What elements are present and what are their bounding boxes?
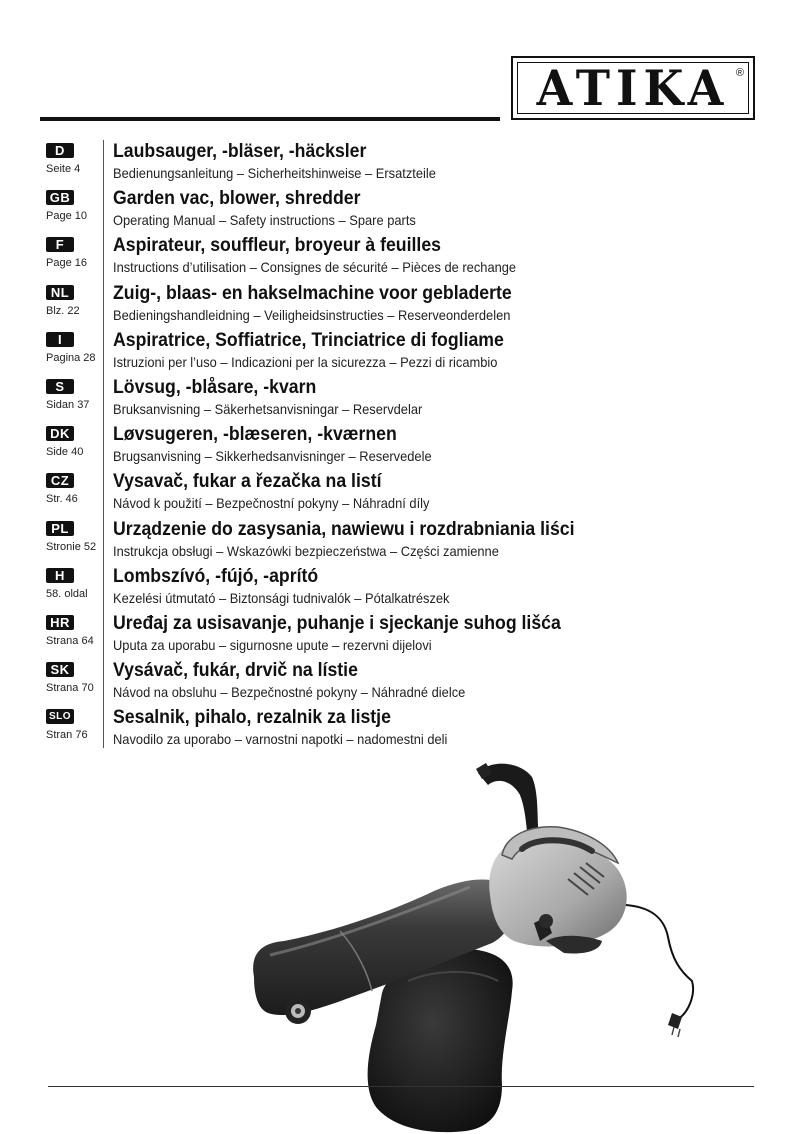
entry-subtitle: Bedieningshandleidning – Veiligheidsinstructies – Reserveonderdelen bbox=[113, 306, 511, 323]
language-badge: NL bbox=[46, 285, 74, 300]
entry-subtitle: Instructions d’utilisation – Consignes de sécurité – Pièces de rechange bbox=[113, 259, 517, 276]
page-reference: Strana 64 bbox=[46, 634, 94, 647]
page-reference: Stran 76 bbox=[46, 729, 88, 742]
page-reference: Strana 70 bbox=[46, 682, 94, 695]
power-cord bbox=[626, 905, 693, 1019]
entry-subtitle: Operating Manual – Safety instructions – Spare parts bbox=[113, 212, 416, 229]
language-entry-gb bbox=[0, 188, 802, 235]
entry-title: Aspiratrice, Soffiatrice, Trinciatrice di fogliame bbox=[113, 329, 504, 351]
entry-title: Garden vac, blower, shredder bbox=[113, 188, 361, 210]
language-entry-slo bbox=[0, 707, 802, 754]
language-entry-nl bbox=[0, 283, 802, 330]
page-reference: 58. oldal bbox=[46, 587, 88, 600]
entry-subtitle: Bruksanvisning – Säkerhetsanvisningar – Reservdelar bbox=[113, 400, 423, 417]
language-badge: HR bbox=[46, 615, 74, 630]
page-reference: Pagina 28 bbox=[46, 351, 96, 364]
page-reference: Side 40 bbox=[46, 446, 84, 459]
page-reference: Str. 46 bbox=[46, 493, 78, 506]
language-badge: SK bbox=[46, 662, 74, 677]
language-entry-cz bbox=[0, 471, 802, 518]
registered-mark: ® bbox=[735, 67, 744, 79]
language-badge: I bbox=[46, 332, 74, 347]
page-reference: Stronie 52 bbox=[46, 540, 97, 553]
entry-title: Lombszívó, -fújó, -aprító bbox=[113, 565, 319, 587]
entry-title: Urządzenie do zasysania, nawiewu i rozdrabniania liści bbox=[113, 518, 575, 540]
entry-subtitle: Istruzioni per l’uso – Indicazioni per la sicurezza – Pezzi di ricambio bbox=[113, 353, 498, 370]
language-badge: F bbox=[46, 237, 74, 252]
entry-subtitle: Instrukcja obsługi – Wskazówki bezpieczeństwa – Części zamienne bbox=[113, 542, 499, 559]
entry-title: Sesalnik, pihalo, rezalnik za listje bbox=[113, 707, 391, 729]
entry-subtitle: Návod k použití – Bezpečnostní pokyny – Náhradní díly bbox=[113, 495, 430, 512]
entry-title: Vysavač, fukar a řezačka na listí bbox=[113, 471, 382, 493]
plug bbox=[668, 1013, 682, 1029]
brand-logo bbox=[511, 56, 755, 120]
language-badge: H bbox=[46, 568, 74, 583]
language-entry-f bbox=[0, 235, 802, 282]
language-badge: D bbox=[46, 143, 74, 158]
language-entry-hr bbox=[0, 613, 802, 660]
language-badge: GB bbox=[46, 190, 74, 205]
language-entry-s bbox=[0, 377, 802, 424]
page-reference: Page 10 bbox=[46, 210, 87, 223]
entry-subtitle: Brugsanvisning – Sikkerhedsanvisninger – Reservedele bbox=[113, 448, 432, 465]
bottom-rule bbox=[48, 1086, 754, 1087]
selector-knob bbox=[539, 914, 553, 928]
entry-title: Vysávač, fukár, drvič na lístie bbox=[113, 660, 358, 682]
language-badge: S bbox=[46, 379, 74, 394]
entry-title: Løvsugeren, -blæseren, -kværnen bbox=[113, 424, 397, 446]
language-entry-sk bbox=[0, 660, 802, 707]
entry-title: Aspirateur, souffleur, broyeur à feuilles bbox=[113, 235, 441, 257]
brand-logo-text: ATIKA bbox=[536, 59, 730, 117]
entry-title: Zuig-, blaas- en hakselmachine voor gebladerte bbox=[113, 282, 512, 304]
entry-subtitle: Navodilo za uporabo – varnostni napotki – nadomestni deli bbox=[113, 731, 448, 748]
language-entry-dk bbox=[0, 424, 802, 471]
entry-subtitle: Kezelési útmutató – Biztonsági tudnivalók – Pótalkatrészek bbox=[113, 589, 450, 606]
language-entry-h bbox=[0, 566, 802, 613]
entry-title: Lövsug, -blåsare, -kvarn bbox=[113, 376, 317, 398]
entry-subtitle: Návod na obsluhu – Bezpečnostné pokyny – Náhradné dielce bbox=[113, 684, 466, 701]
entry-title: Laubsauger, -bläser, -häcksler bbox=[113, 141, 367, 162]
brand-logo-frame bbox=[517, 59, 749, 117]
language-entry-d bbox=[0, 141, 802, 188]
entry-subtitle: Bedienungsanleitung – Sicherheitshinweise – Ersatzteile bbox=[113, 165, 436, 181]
entry-title: Uređaj za usisavanje, puhanje i sjeckanje suhog lišća bbox=[113, 612, 561, 634]
page-reference: Blz. 22 bbox=[46, 304, 80, 317]
language-badge: DK bbox=[46, 426, 74, 441]
language-badge: SLO bbox=[46, 709, 74, 724]
leaf-blower-product-image bbox=[240, 755, 700, 1134]
page-reference: Seite 4 bbox=[46, 163, 81, 175]
page-reference: Sidan 37 bbox=[46, 398, 90, 411]
top-rule bbox=[40, 117, 500, 121]
page-reference: Page 16 bbox=[46, 257, 87, 270]
language-entry-i bbox=[0, 330, 802, 377]
entry-subtitle: Uputa za uporabu – sigurnosne upute – rezervni dijelovi bbox=[113, 636, 432, 653]
language-list bbox=[0, 141, 802, 754]
language-badge: CZ bbox=[46, 473, 74, 488]
language-entry-pl bbox=[0, 519, 802, 566]
language-badge: PL bbox=[46, 521, 74, 536]
